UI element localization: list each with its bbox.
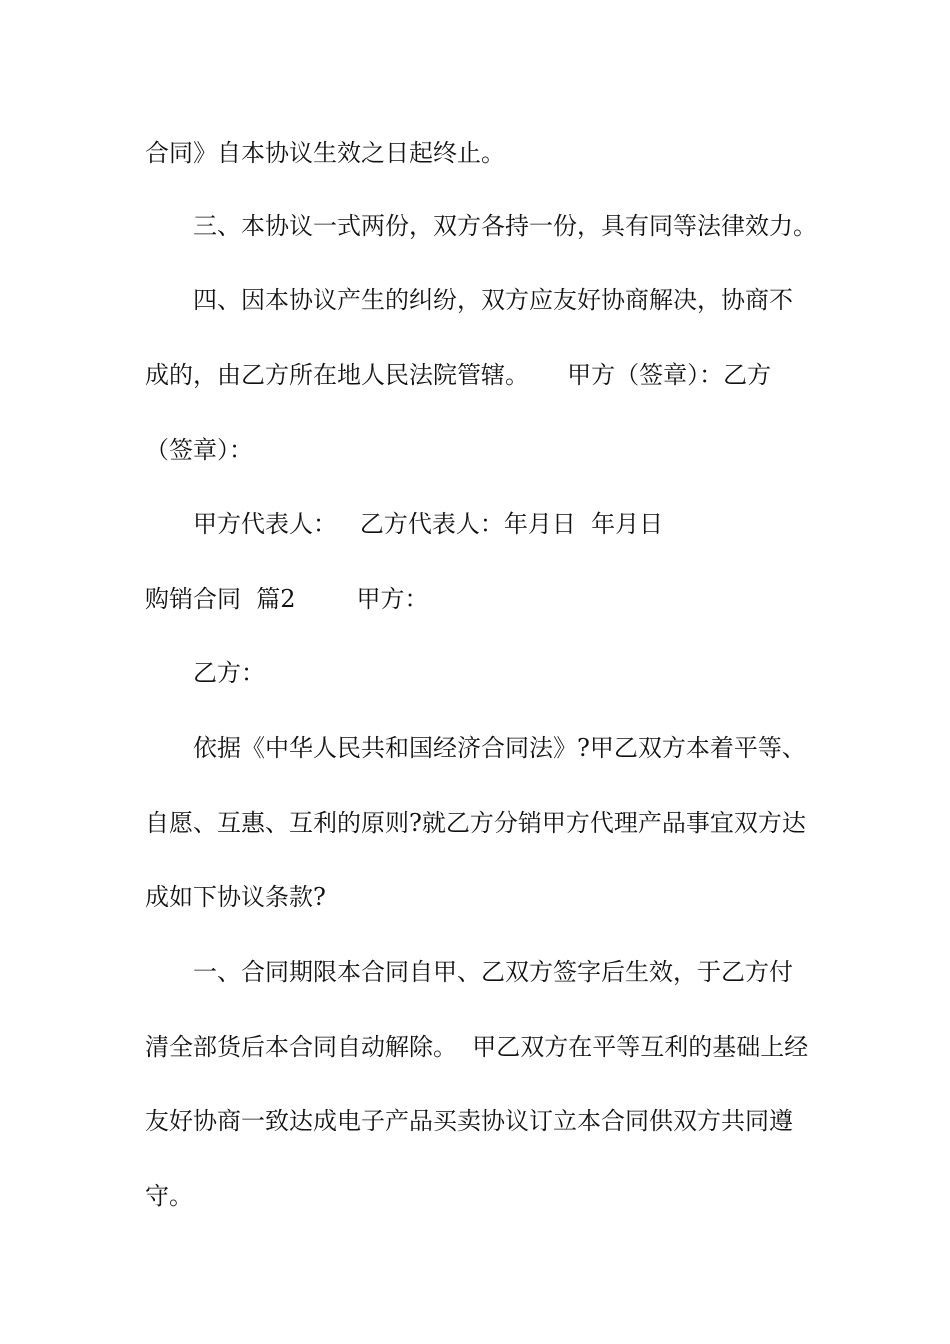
text-line-8: 乙方： xyxy=(193,659,265,687)
text-line-3: 四、因本协议产生的纠纷，双方应友好协商解决，协商不 xyxy=(193,286,793,314)
text-line-6: 甲方代表人： 乙方代表人：年月日 年月日 xyxy=(193,510,664,538)
text-line-12: 一、合同期限本合同自甲、乙双方签字后生效，于乙方付 xyxy=(193,958,793,986)
text-line-1: 合同》自本协议生效之日起终止。 xyxy=(145,139,505,167)
text-line-13: 清全部货后本合同自动解除。 甲乙双方在平等互利的基础上经 xyxy=(145,1033,809,1061)
text-line-9: 依据《中华人民共和国经济合同法》?甲乙双方本着平等、 xyxy=(193,734,806,762)
text-line-14: 友好协商一致达成电子产品买卖协议订立本合同供双方共同遵 xyxy=(145,1107,793,1135)
text-line-11: 成如下协议条款? xyxy=(145,883,326,911)
text-line-2: 三、本协议一式两份，双方各持一份，具有同等法律效力。 xyxy=(193,212,817,240)
text-line-4: 成的，由乙方所在地人民法院管辖。 甲方（签章）：乙方 xyxy=(145,361,772,389)
text-line-15: 守。 xyxy=(145,1182,193,1210)
text-line-7: 购销合同 篇2 甲方： xyxy=(145,585,429,613)
text-line-5: （签章）： xyxy=(145,436,253,464)
text-line-10: 自愿、互惠、互利的原则?就乙方分销甲方代理产品事宜双方达 xyxy=(145,809,806,837)
